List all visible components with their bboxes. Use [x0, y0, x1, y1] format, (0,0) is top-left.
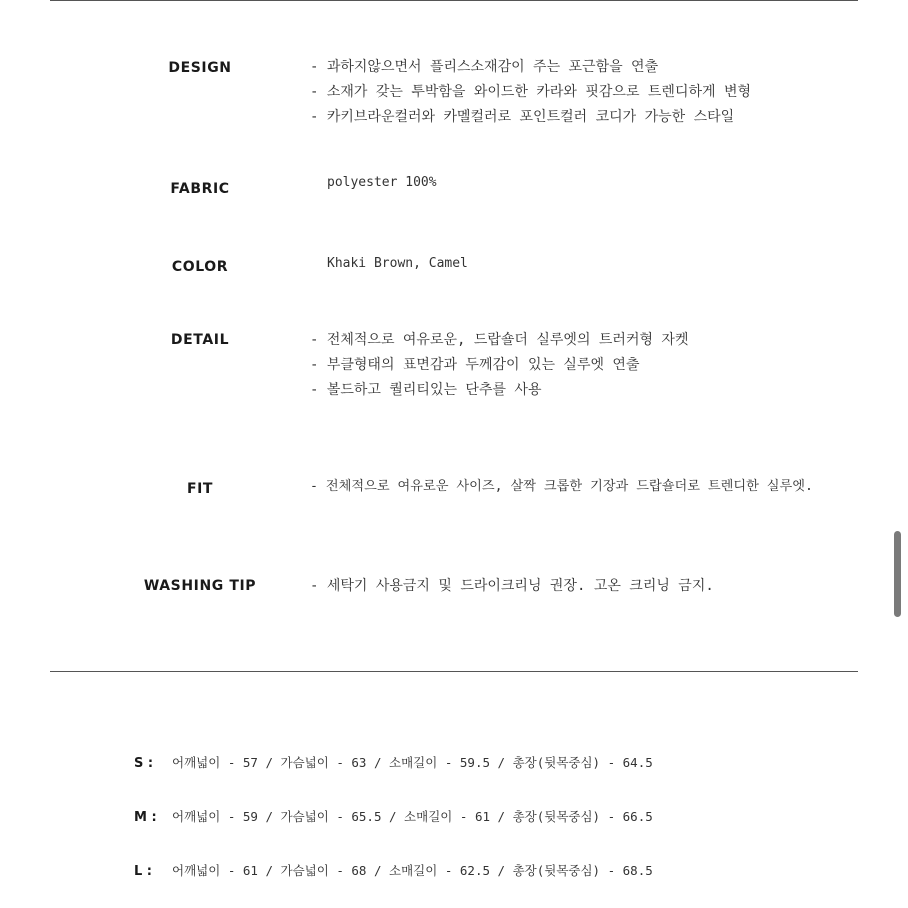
- size-row-m: [134, 807, 653, 827]
- size-key: S :: [134, 756, 154, 771]
- design-line: - 카키브라운컬러와 카멜컬러로 포인트컬러 코디가 가능한 스타일: [310, 109, 735, 125]
- fabric-label: FABRIC: [170, 181, 230, 197]
- design-label: DESIGN: [168, 60, 232, 76]
- size-row-s: [134, 753, 653, 773]
- detail-lines: [310, 328, 688, 403]
- size-measurements: 어깨넓이 - 59 / 가슴넓이 - 65.5 / 소매길이 - 61 / 총장(뒷목중심) - 66.5: [172, 809, 653, 824]
- detail-line: - 부클형태의 표면감과 두께감이 있는 실루엣 연출: [310, 357, 640, 373]
- fit-line: - 전체적으로 여유로운 사이즈, 살짝 크롭한 기장과 드랍숄더로 트렌디한 실루엣.: [310, 479, 813, 494]
- detail-line: - 볼드하고 퀄리티있는 단추를 사용: [310, 382, 542, 398]
- size-measurements: 어깨넓이 - 61 / 가슴넓이 - 68 / 소매길이 - 62.5 / 총장(뒷목중심) - 68.5: [172, 863, 653, 878]
- section-divider: [50, 671, 858, 672]
- top-divider: [50, 0, 858, 1]
- color-value: Khaki Brown, Camel: [327, 256, 468, 271]
- design-line: - 과하지않으면서 플리스소재감이 주는 포근함을 연출: [310, 59, 659, 75]
- washing-tip-label: WASHING TIP: [143, 578, 257, 594]
- washing-tip-lines: [310, 574, 714, 599]
- detail-label: DETAIL: [170, 332, 230, 348]
- design-lines: [310, 55, 751, 130]
- design-line: - 소재가 갖는 투박함을 와이드한 카라와 핏감으로 트렌디하게 변형: [310, 84, 752, 100]
- fit-label: FIT: [186, 481, 214, 497]
- fabric-value: polyester 100%: [327, 175, 437, 190]
- color-label: COLOR: [171, 259, 229, 275]
- detail-line: - 전체적으로 여유로운, 드랍숄더 실루엣의 트러커형 자켓: [310, 332, 689, 348]
- washing-tip-line: - 세탁기 사용금지 및 드라이크리닝 권장. 고온 크리닝 금지.: [310, 578, 714, 594]
- fit-lines: [310, 474, 813, 499]
- size-key: M :: [134, 810, 157, 825]
- size-row-l: [134, 861, 653, 881]
- scrollbar-thumb[interactable]: [894, 531, 901, 617]
- size-measurements: 어깨넓이 - 57 / 가슴넓이 - 63 / 소매길이 - 59.5 / 총장(뒷목중심) - 64.5: [172, 755, 653, 770]
- size-key: L :: [134, 864, 153, 879]
